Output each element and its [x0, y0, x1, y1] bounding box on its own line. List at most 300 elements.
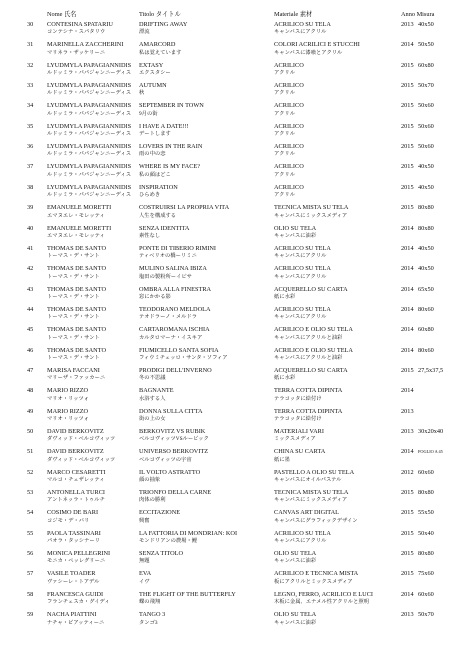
artwork-title-jp: 興奮: [139, 517, 150, 524]
artwork-title-jp: イヴ: [139, 578, 150, 585]
artwork-title: PRODIGI DELL'INVERNO: [139, 366, 212, 374]
artwork-material-jp: ミックスメディア: [274, 436, 316, 443]
artwork-year: 2015: [401, 183, 414, 191]
artwork-size: 50x60: [418, 122, 434, 130]
artist-name-jp: トーマス・デ・サント: [47, 354, 100, 361]
table-row: [0, 447, 474, 466]
artwork-size: 80x80: [418, 489, 434, 497]
artwork-title-jp: ひらめき: [139, 192, 161, 199]
artwork-size: 80x60: [418, 346, 434, 354]
table-row: [0, 203, 474, 222]
artwork-size: 30x20x40: [418, 428, 444, 435]
artist-name-jp: フランチェスカ・グイディ: [47, 599, 110, 606]
artwork-year: 2015: [401, 509, 414, 517]
artwork-material: ACQUERELLO SU CARTA: [274, 366, 348, 374]
artwork-material-jp: アクリル: [274, 70, 296, 77]
artwork-title: I HAVE A DATE!!!: [139, 122, 189, 130]
artwork-title: LA FATTORIA DI MONDRIAN: KOI: [139, 529, 238, 537]
artwork-material-jp: アクリル: [274, 192, 296, 199]
artwork-size: 80x80: [418, 204, 434, 212]
table-row: [0, 20, 474, 39]
artwork-year: 2014: [401, 285, 414, 293]
table-row: [0, 386, 474, 405]
artist-name-jp: ダヴィッド・ベルコヴィッツ: [47, 436, 116, 443]
artwork-title-jp: 素性なし: [139, 232, 161, 239]
table-row: [0, 590, 474, 609]
artwork-title-jp: モンドリアンの農場・鯉: [139, 538, 198, 545]
row-number: 56: [27, 550, 34, 558]
artwork-year: 2013: [401, 428, 414, 435]
row-number: 30: [27, 21, 34, 28]
artwork-material: LEGNO, FERRO, ACRILICO E LUCI: [274, 590, 374, 598]
table-row: [0, 40, 474, 59]
artwork-title-jp: ベルコヴィッツVSルービック: [139, 436, 209, 443]
artwork-title: SENZA IDENTITA: [139, 224, 190, 232]
row-number: 54: [27, 509, 34, 517]
artwork-material-jp: アクリル: [274, 90, 296, 97]
artwork-title-jp: 水浴する人: [139, 395, 166, 402]
table-row: [0, 325, 474, 344]
artwork-size: 27,5x37,5: [418, 366, 444, 374]
table-row: [0, 569, 474, 588]
row-number: 44: [27, 305, 34, 313]
artwork-title: OMBRA ALLA FINESTRA: [139, 285, 212, 293]
artwork-material-jp: アクリル: [274, 131, 296, 138]
artwork-year: 2015: [401, 82, 414, 90]
artwork-size: 50x60: [418, 143, 434, 151]
artwork-material: PASTELLO A OLIO SU TELA: [274, 468, 355, 476]
row-number: 41: [27, 244, 34, 252]
artwork-year: 2013: [401, 611, 414, 619]
artist-name: EMANUELE MORETTI: [47, 224, 112, 232]
row-number: 36: [27, 143, 34, 151]
table-row: [0, 468, 474, 487]
table-row: [0, 610, 474, 629]
header-title: Titolo タイトル: [139, 11, 181, 18]
artist-name-jp: ルドッミラ・パパジャンニーディス: [47, 110, 132, 117]
artist-name-jp: ナチャ・ピアッティーニ: [47, 619, 105, 626]
artwork-title-jp: タンゴ3: [139, 619, 158, 626]
row-number: 57: [27, 570, 34, 578]
artwork-title: AUTUMN: [139, 82, 167, 90]
artwork-title: DRIFTING AWAY: [139, 21, 188, 28]
artwork-size: 40x50: [418, 163, 434, 171]
artwork-title: THE FLIGHT OF THE BUTTERFLY: [139, 590, 236, 598]
artwork-material: TECNICA MISTA SU TELA: [274, 489, 349, 497]
table-row: [0, 549, 474, 568]
artwork-size: 40x50: [418, 183, 434, 191]
table-row: [0, 407, 474, 426]
artist-name: THOMAS DE SANTO: [47, 265, 107, 273]
artwork-size: [418, 407, 472, 416]
table-row: [0, 142, 474, 161]
artist-name: LYUDMYLA PAPAGIANNIDIS: [47, 163, 132, 171]
artist-name-jp: マリーザ・ファッカーニ: [47, 375, 106, 382]
artwork-year: 2015: [401, 529, 414, 537]
artist-name: LYUDMYLA PAPAGIANNIDIS: [47, 82, 132, 90]
artist-name-jp: トーマス・デ・サント: [47, 314, 100, 321]
table-row: [0, 264, 474, 283]
artist-name-jp: ルドッミラ・パパジャンニーディス: [47, 90, 132, 97]
artist-name-jp: マリネラ・ザッケリーニ: [47, 49, 106, 56]
artist-name: EMANUELE MORETTI: [47, 204, 112, 212]
artwork-material-jp: キャンバスにグラフィックデザイン: [274, 517, 358, 524]
artist-name-jp: トーマス・デ・サント: [47, 273, 100, 280]
artist-name-jp: ヴァシーレ・トアデル: [47, 578, 100, 585]
header-year-size: Anno Misura: [401, 11, 435, 18]
header-material: Materiale 素材: [274, 11, 313, 18]
artwork-material: ACQUERELLO SU CARTA: [274, 285, 348, 293]
artwork-title-jp: 私の顔はどこ: [139, 171, 171, 178]
artwork-material-jp: キャンバスにアクリルと油彩: [274, 354, 343, 361]
table-row: [0, 244, 474, 263]
artist-name: VASILE TOADER: [47, 570, 96, 578]
artwork-material: ACRILICO E TECNICA MISTA: [274, 570, 359, 578]
table-row: [0, 346, 474, 365]
artwork-title: BAGNANTE: [139, 387, 174, 395]
artist-name-jp: コジモ・デ・バリ: [47, 517, 90, 524]
row-number: 47: [27, 366, 34, 374]
artwork-title-jp: カルタロマーナ・イスキア: [139, 334, 203, 341]
artist-name-jp: ルドッミラ・パパジャンニーディス: [47, 70, 132, 77]
artwork-year: 2014: [401, 387, 414, 395]
artwork-material: ACRILICO: [274, 183, 304, 191]
artwork-title: SENZA TITOLO: [139, 550, 184, 558]
artwork-title-jp: テオドラーノ・メルドラ: [139, 314, 198, 321]
artwork-year: 2015: [401, 204, 414, 212]
artist-name-jp: アントネッラ・トゥルチ: [47, 497, 105, 504]
row-number: 43: [27, 285, 34, 293]
artwork-title: WHERE IS MY FACE?: [139, 163, 201, 171]
artwork-material: ACRILICO: [274, 61, 304, 69]
artwork-title: ECCITAZIONE: [139, 509, 181, 517]
artwork-title-jp: 蝶の飛翔: [139, 599, 161, 606]
artwork-material-jp: キャンバスに油彩: [274, 558, 317, 565]
artwork-title-jp: 人生を構成する: [139, 212, 177, 219]
artwork-size: 60x80: [418, 326, 434, 334]
artist-name: THOMAS DE SANTO: [47, 244, 107, 252]
artwork-title-jp: 雨の中の恋: [139, 151, 166, 158]
header-number: [27, 10, 43, 19]
artwork-material-jp: キャンバスにアクリル: [274, 538, 327, 545]
row-number: 33: [27, 82, 34, 90]
artwork-material-jp: キャンバスにアクリルと油彩: [274, 334, 343, 341]
artist-name-jp: エマヌエレ・モレッティ: [47, 232, 105, 239]
row-number: 38: [27, 183, 34, 191]
artwork-year: 2014: [401, 448, 414, 456]
artwork-material: CANVAS ART DIGITAL: [274, 509, 340, 517]
artwork-title: TEODORANO MELDOLA: [139, 305, 211, 313]
artwork-material-jp: キャンバスにミックスメディア: [274, 212, 348, 219]
artwork-title-jp: エクスタシー: [139, 70, 171, 77]
artist-name-jp: トーマス・デ・サント: [47, 253, 100, 260]
artwork-material: ACRILICO SU TELA: [274, 265, 331, 273]
artwork-title-jp: 秋: [139, 90, 145, 97]
artwork-material-jp: キャンバスにアクリル: [274, 273, 327, 280]
row-number: 58: [27, 590, 34, 598]
artwork-material: ACRILICO: [274, 82, 304, 90]
table-row: [0, 101, 474, 120]
table-row: [0, 285, 474, 304]
artwork-material-jp: テラコッタに絵付け: [274, 395, 322, 402]
artwork-title: BERKOVITZ VS RUBIK: [139, 428, 206, 435]
artwork-material: TECNICA MISTA SU TELA: [274, 204, 349, 212]
artwork-size: 75x60: [418, 570, 434, 578]
artwork-title-jp: 9月の街: [139, 110, 158, 117]
row-number: 48: [27, 387, 34, 395]
artwork-material: MATERIALI VARI: [274, 428, 324, 435]
artist-name: MONICA PELLEGRINI: [47, 550, 111, 558]
table-row: [0, 61, 474, 80]
artwork-size: 40x50: [418, 244, 434, 252]
artwork-size: 50x50: [418, 41, 434, 49]
artwork-size: 50x70: [418, 82, 434, 90]
artwork-year: 2015: [401, 61, 414, 69]
artwork-year: 2014: [401, 224, 414, 232]
artwork-size: 50x70: [418, 611, 434, 619]
artist-name: MARIO RIZZO: [47, 387, 89, 395]
artwork-material-jp: アクリル: [274, 110, 296, 117]
artist-name-jp: コンテシナ・スパタリウ: [47, 29, 106, 36]
row-number: 35: [27, 122, 34, 130]
artwork-material-jp: 紙に水彩: [274, 293, 296, 300]
artist-name: MARISA FACCANI: [47, 366, 100, 374]
artist-name-jp: マルコ・チェザレッティ: [47, 477, 105, 484]
table-row: [0, 305, 474, 324]
artwork-material: OLIO SU TELA: [274, 550, 317, 558]
artwork-title: LOVERS IN THE RAIN: [139, 143, 203, 151]
artwork-material-jp: キャンバスに油彩: [274, 619, 317, 626]
artwork-title-jp: 漂流: [139, 29, 150, 36]
artwork-title: FIUMICELLO SANTA SOFIA: [139, 346, 219, 354]
artist-name-jp: ルドッミラ・パパジャンニーディス: [47, 192, 132, 199]
artist-name: LYUDMYLA PAPAGIANNIDIS: [47, 102, 132, 110]
artwork-material: ACRILICO: [274, 102, 304, 110]
artwork-material-jp: 木板に金属、エナメル性アクリルと照明: [274, 599, 369, 606]
artist-name: DAVID BERKOVITZ: [47, 448, 104, 456]
artist-name: LYUDMYLA PAPAGIANNIDIS: [47, 61, 132, 69]
row-number: 39: [27, 204, 34, 212]
artist-name-jp: トーマス・デ・サント: [47, 293, 100, 300]
artwork-material: ACRILICO SU TELA: [274, 305, 331, 313]
table-row: [0, 162, 474, 181]
artwork-material-jp: 紙に水彩: [274, 375, 296, 382]
artwork-title: EXTASY: [139, 61, 164, 69]
artwork-title: INSPIRATION: [139, 183, 178, 191]
artwork-year: 2014: [401, 41, 414, 49]
artist-name: LYUDMYLA PAPAGIANNIDIS: [47, 122, 132, 130]
artist-name: THOMAS DE SANTO: [47, 346, 107, 354]
artist-name-jp: ダヴィッド・ベルコヴィッツ: [47, 456, 116, 463]
artwork-title: SEPTEMBER IN TOWN: [139, 102, 204, 110]
artwork-title: CARTAROMANA ISCHIA: [139, 326, 210, 334]
table-row: [0, 122, 474, 141]
artwork-size: 80x60: [418, 305, 434, 313]
artwork-title: AMARCORD: [139, 41, 176, 49]
artwork-size: [418, 386, 472, 395]
artwork-material-jp: キャンバスにオイルパステル: [274, 477, 342, 484]
table-row: [0, 529, 474, 548]
table-row: [0, 183, 474, 202]
artist-name: CONTESINA SPATARIU: [47, 21, 113, 28]
artwork-title-jp: ティベリオの橋ーリミニ: [139, 253, 197, 260]
artwork-title: PONTE DI TIBERIO RIMINI: [139, 244, 217, 252]
artwork-title: EVA: [139, 570, 152, 578]
row-number: 59: [27, 611, 34, 619]
artwork-size: 40x50: [418, 21, 434, 28]
artwork-title: COSTRUIRSI LA PROPRIA VITA: [139, 204, 230, 212]
row-number: 51: [27, 448, 34, 456]
row-number: 40: [27, 224, 34, 232]
artwork-material: OLIO SU TELA: [274, 611, 317, 619]
artwork-material: ACRILICO SU TELA: [274, 244, 331, 252]
artwork-year: 2014: [401, 326, 414, 334]
artwork-year: 2015: [401, 143, 414, 151]
artwork-material-jp: テラコッタに絵付け: [274, 416, 322, 423]
artwork-year: 2015: [401, 550, 414, 558]
row-number: 37: [27, 163, 34, 171]
table-row: [0, 427, 474, 446]
artwork-title-jp: デートします: [139, 131, 171, 138]
artwork-size: 80x80: [418, 224, 434, 232]
header-name: Nome 氏名: [47, 11, 77, 18]
artwork-year: 2013: [401, 21, 414, 28]
artwork-material: ACRILICO SU TELA: [274, 529, 331, 537]
artwork-material: ACRILICO: [274, 163, 304, 171]
artwork-title-jp: 冬の不思議: [139, 375, 166, 382]
artwork-title: DONNA SULLA CITTA: [139, 407, 203, 415]
artwork-year: 2013: [401, 407, 414, 415]
artist-name: THOMAS DE SANTO: [47, 326, 107, 334]
artwork-size: 55x50: [418, 509, 434, 517]
row-number: 46: [27, 346, 34, 354]
row-number: 55: [27, 529, 34, 537]
row-number: 42: [27, 265, 34, 273]
artwork-title-jp: フィウミチェッロ・サンタ・ソフィア: [139, 354, 228, 361]
artwork-size: 65x50: [418, 285, 434, 293]
artwork-size: 40x50: [418, 265, 434, 273]
artwork-material: ACRILICO SU TELA: [274, 21, 331, 28]
artist-name-jp: エマヌエレ・モレッティ: [47, 212, 105, 219]
artwork-title: TANGO 3: [139, 611, 166, 619]
artwork-title: UNIVERSO BERKOVITZ: [139, 448, 209, 456]
artwork-year: 2015: [401, 570, 414, 578]
artwork-year: 2014: [401, 244, 414, 252]
row-number: 49: [27, 407, 34, 415]
artwork-material-jp: 紙に墨: [274, 456, 290, 463]
artwork-material-jp: 板にアクリルとミックスメディア: [274, 578, 353, 585]
artwork-material: CHINA SU CARTA: [274, 448, 326, 456]
artwork-year: 2015: [401, 122, 414, 130]
artist-name-jp: ルドッミラ・パパジャンニーディス: [47, 151, 132, 158]
artist-name-jp: マリオ・リッツォ: [47, 395, 89, 402]
artwork-material-jp: キャンバスにアクリル: [274, 253, 327, 260]
artwork-material-jp: アクリル: [274, 171, 296, 178]
artwork-material: COLORI ACRILICI E STUCCHI: [274, 41, 360, 49]
artwork-title: TRIONFO DELLA CARNE: [139, 489, 212, 497]
artist-name: NACHA PIATTINI: [47, 611, 97, 619]
row-number: 53: [27, 489, 34, 497]
artist-name: ANTONELLA TURCI: [47, 489, 106, 497]
artwork-title-jp: 私は覚えています: [139, 49, 182, 56]
table-row: [0, 366, 474, 385]
artwork-material: TERRA COTTA DIPINTA: [274, 407, 343, 415]
table-row: [0, 81, 474, 100]
artwork-title-jp: 塩田の製粉所ーイビサ: [139, 273, 192, 280]
artwork-material: ACRILICO E OLIO SU TELA: [274, 346, 353, 354]
artwork-year: 2012: [401, 468, 414, 476]
artwork-material: ACRILICO: [274, 143, 304, 151]
artwork-title-jp: 顔の抽象: [139, 477, 161, 484]
artist-name-jp: パオラ・タッシナーリ: [47, 538, 100, 545]
artwork-year: 2015: [401, 102, 414, 110]
artwork-material: ACRILICO: [274, 122, 304, 130]
row-number: 32: [27, 61, 34, 69]
artwork-size: 60x80: [418, 61, 434, 69]
artwork-title-jp: ベルコヴィッツの宇宙: [139, 456, 192, 463]
artwork-material-jp: キャンバスに漆喰とアクリル: [274, 49, 343, 56]
artwork-material-jp: キャンバスにミックスメディア: [274, 497, 348, 504]
artist-name: FRANCESCA GUIDI: [47, 590, 104, 598]
artwork-material-jp: キャンバスにアクリル: [274, 314, 327, 321]
artwork-year: 2014: [401, 265, 414, 273]
artwork-size: 60x60: [418, 468, 434, 476]
artist-name: THOMAS DE SANTO: [47, 305, 107, 313]
artist-name: LYUDMYLA PAPAGIANNIDIS: [47, 183, 132, 191]
artist-name-jp: モニカ・ペッレグリーニ: [47, 558, 106, 565]
artist-name: MARIO RIZZO: [47, 407, 89, 415]
artist-name: COSIMO DE BARI: [47, 509, 99, 517]
row-number: 50: [27, 428, 34, 435]
artwork-size: 60x60: [418, 590, 434, 598]
table-row: [0, 224, 474, 243]
artwork-title: MULINO SALINA IBIZA: [139, 265, 207, 273]
artwork-year: 2014: [401, 590, 414, 598]
table-row: [0, 488, 474, 507]
artwork-size: FOGLIO A 45: [418, 449, 443, 455]
artist-name: MARINELLA ZACCHERINI: [47, 41, 124, 49]
artwork-material-jp: キャンバスに油彩: [274, 232, 317, 239]
artwork-material-jp: アクリル: [274, 151, 296, 158]
artwork-title-jp: 窓にかかる影: [139, 293, 171, 300]
artist-name: DAVID BERKOVITZ: [47, 428, 104, 435]
artwork-title-jp: 街の上の女: [139, 416, 166, 423]
artist-name-jp: ルドッミラ・パパジャンニーディス: [47, 171, 132, 178]
artwork-title-jp: 無題: [139, 558, 150, 565]
artwork-material-jp: キャンバスにアクリル: [274, 29, 327, 36]
artist-name-jp: マリオ・リッツォ: [47, 416, 89, 423]
artwork-title-jp: 肉体の勝利: [139, 497, 166, 504]
row-number: 31: [27, 41, 34, 49]
artwork-material: TERRA COTTA DIPINTA: [274, 387, 343, 395]
row-number: 45: [27, 326, 34, 334]
artwork-year: 2014: [401, 305, 414, 313]
artwork-material: OLIO SU TELA: [274, 224, 317, 232]
artwork-size: 80x80: [418, 550, 434, 558]
artwork-year: 2014: [401, 346, 414, 354]
row-number: 52: [27, 468, 34, 476]
artwork-year: 2015: [401, 366, 414, 374]
artist-name: PAOLA TASSINARI: [47, 529, 101, 537]
artist-name-jp: トーマス・デ・サント: [47, 334, 100, 341]
artist-name: LYUDMYLA PAPAGIANNIDIS: [47, 143, 132, 151]
artwork-material: ACRILICO E OLIO SU TELA: [274, 326, 353, 334]
artwork-size: 50x60: [418, 102, 434, 110]
row-number: 34: [27, 102, 34, 110]
artist-name-jp: ルドッミラ・パパジャンニーディス: [47, 131, 132, 138]
artwork-size: 50x40: [418, 529, 434, 537]
artwork-year: 2015: [401, 163, 414, 171]
